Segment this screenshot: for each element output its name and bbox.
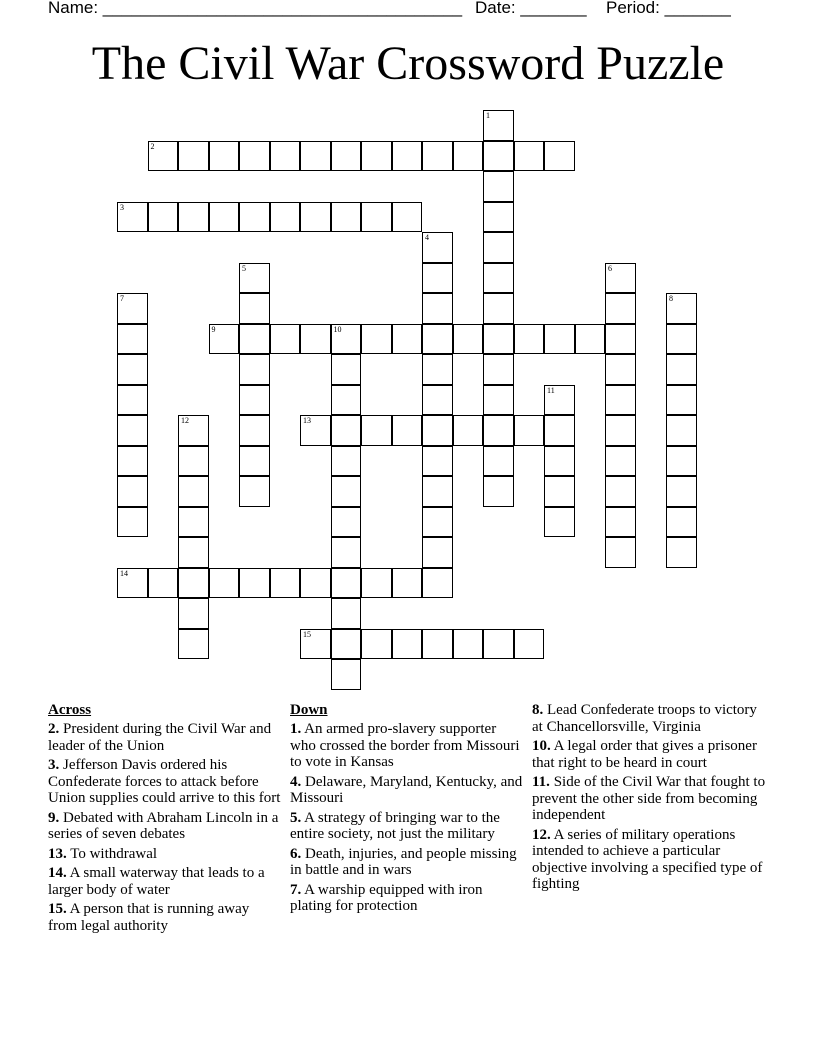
- clue-text: Jefferson Davis ordered his Confederate forces to attack before Union supplies could arrive to this fort: [48, 757, 281, 806]
- grid-cell[interactable]: [422, 415, 453, 446]
- grid-cell[interactable]: [392, 202, 423, 233]
- cell-number: 5: [242, 263, 246, 273]
- grid-cell[interactable]: [544, 385, 575, 416]
- clue-12: [532, 827, 768, 893]
- grid-cell[interactable]: [544, 324, 575, 355]
- clue-number: 14.: [48, 865, 67, 881]
- grid-cell[interactable]: [422, 232, 453, 263]
- grid-cell[interactable]: [178, 507, 209, 538]
- grid-cell[interactable]: [361, 324, 392, 355]
- clue-2: [48, 721, 282, 754]
- cell-number: 9: [211, 324, 216, 334]
- grid-cell[interactable]: [178, 415, 209, 446]
- grid-cell[interactable]: [270, 202, 301, 233]
- grid-cell[interactable]: [422, 507, 453, 538]
- grid-cell[interactable]: [666, 385, 697, 416]
- grid-cell[interactable]: [483, 415, 514, 446]
- name-field-label[interactable]: Name: ______________________________________: [48, 0, 463, 17]
- clue-number: 15.: [48, 901, 67, 917]
- clue-9: [48, 810, 282, 843]
- date-field-label[interactable]: Date: _______: [475, 0, 587, 17]
- clue-number: 9.: [48, 809, 60, 826]
- grid-cell[interactable]: [483, 110, 514, 141]
- grid-cell[interactable]: [178, 537, 209, 568]
- grid-cell[interactable]: [239, 385, 270, 416]
- grid-cell[interactable]: [453, 324, 484, 355]
- grid-cell[interactable]: [239, 263, 270, 294]
- grid-cell[interactable]: [392, 324, 423, 355]
- grid-cell[interactable]: [331, 659, 362, 690]
- clue-number: 2.: [48, 721, 60, 737]
- clue-text: A person that is running away from legal authority: [48, 901, 250, 934]
- clue-6: [290, 846, 524, 879]
- grid-cell[interactable]: [361, 202, 392, 233]
- grid-cell[interactable]: [666, 354, 697, 385]
- grid-cell[interactable]: [666, 476, 697, 507]
- cell-number: 8: [669, 294, 673, 303]
- grid-cell[interactable]: [605, 507, 636, 538]
- grid-cell[interactable]: [300, 324, 331, 355]
- grid-cell[interactable]: [666, 446, 697, 477]
- clue-number: 12.: [532, 826, 551, 843]
- clue-text: A warship equipped with iron plating for protection: [290, 881, 483, 914]
- grid-cell[interactable]: [605, 263, 636, 294]
- grid-cell[interactable]: [117, 202, 148, 233]
- grid-cell[interactable]: [117, 324, 148, 355]
- grid-cell[interactable]: [483, 629, 514, 660]
- grid-cell[interactable]: [148, 202, 179, 233]
- clue-15: [48, 901, 282, 934]
- grid-cell[interactable]: [117, 476, 148, 507]
- clue-text: A legal order that gives a prisoner that right to be heard in court: [532, 738, 757, 771]
- grid-cell[interactable]: [514, 141, 545, 172]
- grid-cell[interactable]: [361, 629, 392, 660]
- grid-cell[interactable]: [483, 324, 514, 355]
- grid-cell[interactable]: [392, 415, 423, 446]
- page-title: The Civil War Crossword Puzzle: [91, 37, 725, 90]
- clue-text: Side of the Civil War that fought to prevent the other side from becoming independent: [532, 774, 766, 823]
- grid-cell[interactable]: [422, 568, 453, 599]
- grid-cell[interactable]: [117, 568, 148, 599]
- grid-cell[interactable]: [239, 324, 270, 355]
- grid-cell[interactable]: [453, 141, 484, 172]
- grid-cell[interactable]: [605, 324, 636, 355]
- clue-5: [290, 810, 524, 843]
- grid-cell[interactable]: [483, 171, 514, 202]
- grid-cell[interactable]: [117, 507, 148, 538]
- grid-cell[interactable]: [666, 507, 697, 538]
- clue-1: [290, 721, 524, 771]
- grid-cell[interactable]: [300, 415, 331, 446]
- clue-text: An armed pro-slavery supporter who crossed the border from Missouri to vote in Kansas: [290, 721, 520, 770]
- grid-cell[interactable]: [666, 537, 697, 568]
- grid-cell[interactable]: [239, 141, 270, 172]
- grid-cell[interactable]: [239, 354, 270, 385]
- clue-4: [290, 774, 524, 807]
- grid-cell[interactable]: [514, 324, 545, 355]
- grid-cell[interactable]: [666, 324, 697, 355]
- clue-text: To withdrawal: [66, 845, 158, 862]
- grid-cell[interactable]: [605, 476, 636, 507]
- grid-cell[interactable]: [422, 324, 453, 355]
- grid-cell[interactable]: [422, 263, 453, 294]
- down-clue-list-continued: [532, 702, 768, 893]
- grid-cell[interactable]: [331, 568, 362, 599]
- grid-cell[interactable]: [483, 476, 514, 507]
- grid-cell[interactable]: [270, 324, 301, 355]
- grid-cell[interactable]: [300, 202, 331, 233]
- grid-cell[interactable]: [666, 415, 697, 446]
- clue-text: A small waterway that leads to a larger body of water: [48, 865, 265, 898]
- grid-cell[interactable]: [422, 385, 453, 416]
- clue-8: [532, 702, 768, 735]
- grid-cell[interactable]: [239, 476, 270, 507]
- grid-cell[interactable]: [239, 202, 270, 233]
- grid-cell[interactable]: [270, 568, 301, 599]
- clue-13: [48, 846, 282, 863]
- grid-cell[interactable]: [331, 476, 362, 507]
- grid-cell[interactable]: [300, 629, 331, 660]
- grid-cell[interactable]: [117, 415, 148, 446]
- grid-cell[interactable]: [392, 141, 423, 172]
- across-heading: Across: [48, 702, 92, 718]
- clue-text: A series of military operations intended to achieve a particular objective involving a specified type of fighting: [532, 826, 763, 892]
- cell-number: 11: [547, 385, 555, 395]
- grid-cell[interactable]: [117, 293, 148, 324]
- grid-cell[interactable]: [361, 568, 392, 599]
- grid-cell[interactable]: [178, 202, 209, 233]
- cell-number: 15: [303, 629, 311, 639]
- grid-cell[interactable]: [178, 598, 209, 629]
- clue-number: 13.: [48, 845, 67, 862]
- grid-cell[interactable]: [361, 141, 392, 172]
- clue-number: 6.: [290, 845, 302, 862]
- grid-cell[interactable]: [575, 324, 606, 355]
- grid-cell[interactable]: [453, 629, 484, 660]
- grid-cell[interactable]: [483, 232, 514, 263]
- clue-11: [532, 774, 768, 824]
- grid-cell[interactable]: [300, 568, 331, 599]
- grid-cell[interactable]: [544, 141, 575, 172]
- grid-cell[interactable]: [331, 385, 362, 416]
- clue-text: Debated with Abraham Lincoln in a series of seven debates: [48, 809, 279, 842]
- grid-cell[interactable]: [483, 263, 514, 294]
- grid-cell[interactable]: [422, 141, 453, 172]
- grid-cell[interactable]: [239, 415, 270, 446]
- grid-cell[interactable]: [605, 537, 636, 568]
- grid-cell[interactable]: [483, 446, 514, 477]
- grid-cell[interactable]: [178, 141, 209, 172]
- grid-cell[interactable]: [483, 354, 514, 385]
- clue-number: 7.: [290, 881, 302, 898]
- cell-number: 12: [181, 416, 189, 425]
- cell-number: 7: [120, 294, 124, 303]
- grid-cell[interactable]: [605, 446, 636, 477]
- cell-number: 3: [120, 202, 124, 212]
- clues-column-1: [48, 702, 282, 937]
- clues-column-2: [290, 702, 524, 918]
- grid-cell[interactable]: [117, 385, 148, 416]
- down-clue-list: [290, 721, 524, 915]
- grid-cell[interactable]: [331, 446, 362, 477]
- grid-cell[interactable]: [544, 415, 575, 446]
- clue-text: A strategy of bringing war to the entire society, not just the military: [290, 809, 500, 842]
- grid-cell[interactable]: [331, 202, 362, 233]
- grid-cell[interactable]: [178, 568, 209, 599]
- grid-cell[interactable]: [422, 293, 453, 324]
- grid-cell[interactable]: [422, 354, 453, 385]
- grid-cell[interactable]: [178, 629, 209, 660]
- clue-text: Lead Confederate troops to victory at Chancellorsville, Virginia: [532, 702, 757, 735]
- clue-14: [48, 865, 282, 898]
- grid-cell[interactable]: [331, 537, 362, 568]
- grid-cell[interactable]: [178, 476, 209, 507]
- grid-cell[interactable]: [331, 354, 362, 385]
- grid-cell[interactable]: [514, 629, 545, 660]
- grid-cell[interactable]: [209, 568, 240, 599]
- clue-number: 5.: [290, 809, 302, 826]
- grid-cell[interactable]: [239, 293, 270, 324]
- grid-cell[interactable]: [361, 415, 392, 446]
- grid-cell[interactable]: [331, 507, 362, 538]
- grid-cell[interactable]: [331, 415, 362, 446]
- grid-cell[interactable]: [331, 141, 362, 172]
- grid-cell[interactable]: [605, 385, 636, 416]
- grid-cell[interactable]: [422, 537, 453, 568]
- grid-cell[interactable]: [422, 446, 453, 477]
- grid-cell[interactable]: [300, 141, 331, 172]
- grid-cell[interactable]: [331, 598, 362, 629]
- period-field-label[interactable]: Period: _______: [606, 0, 731, 17]
- grid-cell[interactable]: [422, 629, 453, 660]
- cell-number: 4: [425, 233, 429, 242]
- clue-number: 1.: [290, 721, 302, 737]
- clue-number: 8.: [532, 702, 544, 718]
- grid-cell[interactable]: [117, 446, 148, 477]
- cell-number: 6: [608, 263, 612, 273]
- clue-number: 10.: [532, 738, 551, 754]
- grid-cell[interactable]: [605, 293, 636, 324]
- grid-cell[interactable]: [117, 354, 148, 385]
- grid-cell[interactable]: [392, 629, 423, 660]
- grid-cell[interactable]: [422, 476, 453, 507]
- cell-number: 1: [486, 111, 490, 120]
- grid-cell[interactable]: [483, 293, 514, 324]
- grid-cell[interactable]: [483, 141, 514, 172]
- grid-cell[interactable]: [544, 476, 575, 507]
- grid-cell[interactable]: [453, 415, 484, 446]
- cell-number: 2: [150, 141, 155, 151]
- grid-cell[interactable]: [148, 141, 179, 172]
- clue-text: President during the Civil War and leader of the Union: [48, 721, 272, 754]
- cell-number: 13: [303, 416, 311, 425]
- clue-3: [48, 757, 282, 807]
- grid-cell[interactable]: [483, 202, 514, 233]
- clue-number: 4.: [290, 773, 302, 790]
- grid-cell[interactable]: [209, 324, 240, 355]
- clue-text: Death, injuries, and people missing in battle and in wars: [290, 845, 517, 878]
- clues-column-3: [532, 702, 768, 896]
- grid-cell[interactable]: [331, 324, 362, 355]
- grid-cell[interactable]: [483, 385, 514, 416]
- grid-cell[interactable]: [666, 293, 697, 324]
- grid-cell[interactable]: [239, 446, 270, 477]
- cell-number: 14: [120, 568, 128, 578]
- down-heading: Down: [290, 702, 328, 718]
- grid-cell[interactable]: [270, 141, 301, 172]
- grid-cell[interactable]: [331, 629, 362, 660]
- grid-cell[interactable]: [605, 354, 636, 385]
- grid-cell[interactable]: [209, 141, 240, 172]
- grid-cell[interactable]: [392, 568, 423, 599]
- cell-number: 10: [333, 324, 342, 334]
- clue-number: 3.: [48, 757, 60, 773]
- clue-7: [290, 882, 524, 915]
- grid-cell[interactable]: [605, 415, 636, 446]
- grid-cell[interactable]: [239, 568, 270, 599]
- clue-number: 11.: [532, 774, 550, 790]
- grid-cell[interactable]: [178, 446, 209, 477]
- grid-cell[interactable]: [544, 446, 575, 477]
- grid-cell[interactable]: [148, 568, 179, 599]
- grid-cell[interactable]: [209, 202, 240, 233]
- clue-10: [532, 738, 768, 771]
- grid-cell[interactable]: [514, 415, 545, 446]
- across-clue-list: [48, 721, 282, 934]
- clue-text: Delaware, Maryland, Kentucky, and Missouri: [290, 773, 523, 806]
- grid-cell[interactable]: [544, 507, 575, 538]
